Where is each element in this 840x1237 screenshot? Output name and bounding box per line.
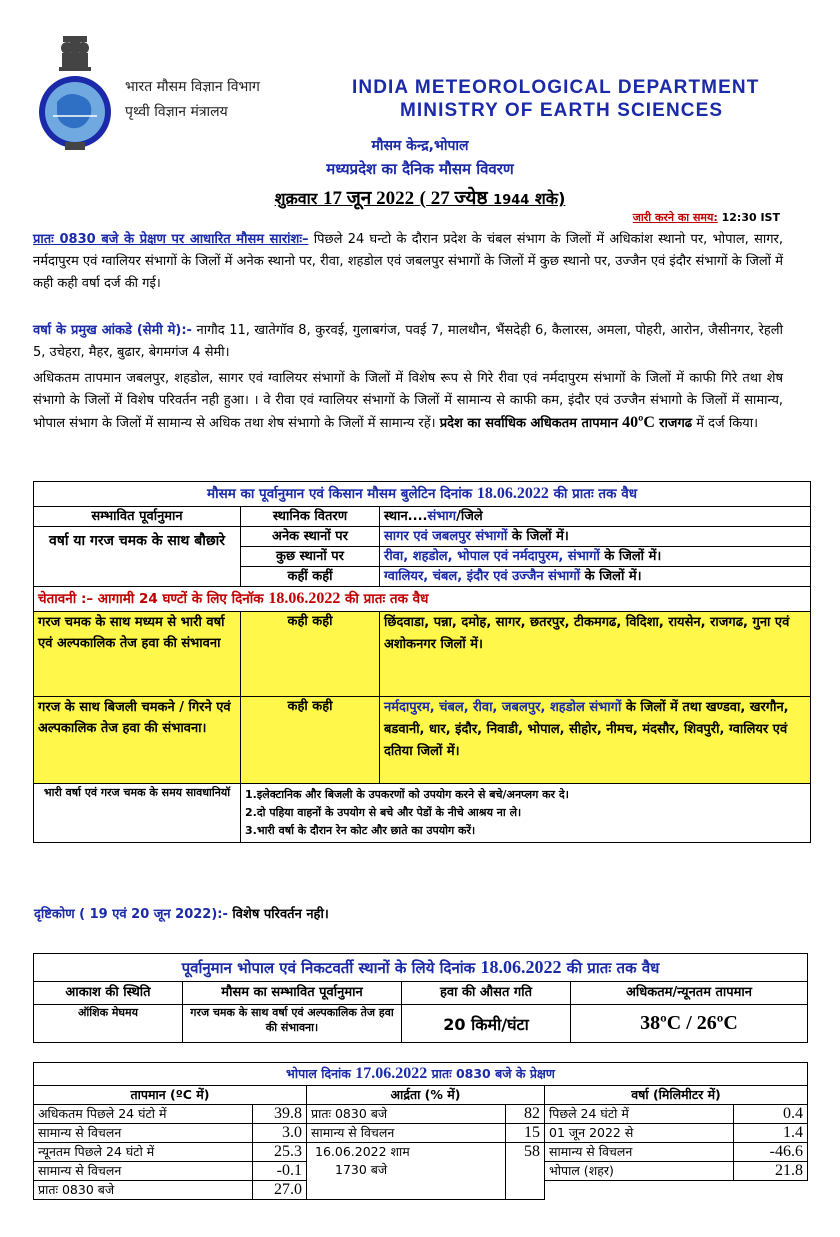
weather-forecast: गरज चमक के साथ वर्षा एवं अल्पकालिक तेज हवा की संभावना। (183, 1005, 402, 1043)
warning-row: गरज के साथ बिजली चमकने / गिरने एवं अल्पकालिक तेज हवा की संभावना। कही कही नर्मदापुरम, चंबल, रीवा, जबलपुर, शहडोल संभागों के जिलों में तथा खण्डवा, खरगौन, बडवानी, धार, इंदौर, निवाडी, भोपाल, सीहोर, नीमच, मंदसौर, शिवपुरी, ग्वालियर एवं दतिया जिलों में। (34, 697, 811, 784)
table-row: अधिकतम पिछले 24 घंटो में 39.8 प्रातः 0830 बजे 82 पिछले 24 घंटो में 0.4 (34, 1105, 808, 1124)
forecast-table (33, 481, 811, 843)
warning-row: गरज चमक के साथ मध्यम से भारी वर्षा एवं अल्पकालिक तेज हवा की संभावना कही कही छिंदवाडा, पन्ना, दमोह, सागर, छतरपुर, टीकमगढ, विदिशा, रायसेन, राजगढ, गुना एवं अशोकनगर जिलों में। (34, 612, 811, 697)
precautions-label: भारी वर्षा एवं गरज चमक के समय सावधानियॉ (34, 784, 241, 843)
ministry-name-hindi: पृथ्वी विज्ञान मंत्रालय (125, 104, 228, 120)
sky-condition: ऑशिक मेघमय (34, 1005, 183, 1043)
forecast-row: कहीं कहीं ग्वालियर, चंबल, इंदौर एवं उज्जैन संभागों के जिलों में। (34, 567, 811, 587)
outlook: दृष्टिकोण ( 19 एवं 20 जून 2022):- विशेष परिवर्तन नही। (34, 907, 329, 922)
rainfall-summary: वर्षा के प्रमुख आंकडे (सेमी मे):- नागौद 11, खातेगॉव 8, कुरवई, गुलाबगंज, पवई 7, मालथौन, भैंसदेही 6, कैलारस, अमला, पोहरी, आरोन, जैसीनगर, रेहली 5, उचेहरा, मैहर, बुढार, बेगमगंज 4 सेमी। (33, 323, 783, 360)
imd-emblem-icon (35, 34, 115, 152)
table-row: सामान्य से विचलन -0.1 भोपाल (शहर) 21.8 (34, 1162, 808, 1181)
table-row: प्रातः 0830 बजे 27.0 (34, 1181, 808, 1200)
report-date: शुक्रवार 17 जून 2022 ( 27 ज्येष्ठ 1944 शके) (274, 188, 566, 209)
weather-summary: प्रातः 0830 बजे के प्रेक्षण पर आधारित मौसम सारांशः– पिछले 24 घन्टो के दौरान प्रदेश के चंबल संभाग के जिलों में अधिकांश स्थानो पर, भोपाल, सागर, नर्मदापुरम एवं ग्वालियर संभागों के जिलों में अनेक स्थानो पर, रीवा, शहडोल एवं जबलपुर संभागों के जिलों में कुछ स्थानो पर, उज्जैन एवं इंदौर संभागों के जिलों में कही कही वर्षा दर्ज की गई। (33, 232, 784, 291)
bhopal-forecast-table: पूर्वानुमान भोपाल एवं निकटवर्ती स्थानों के लिये दिनांक 18.06.2022 की प्रातः तक वैध आकाश की स्थिति मौसम का सम्भावित पूर्वानुमान हवा की औसत गति अधिकतम/न्यूनतम तापमान ऑशिक मेघमय गरज चमक के साथ वर्षा एवं अल्पकालिक तेज हवा की संभावना। 20 किमी/घंटा 38ºC / 26ºC (33, 953, 808, 1043)
dept-name-hindi: भारत मौसम विज्ञान विभाग (125, 79, 260, 95)
col-head-forecast: सम्भावित पूर्वानुमान (34, 507, 241, 527)
col-head-distribution: स्थानिक वितरण (241, 507, 380, 527)
bhopal-forecast-title: पूर्वानुमान भोपाल एवं निकटवर्ती स्थानों के लिये दिनांक 18.06.2022 की प्रातः तक वैध (34, 954, 808, 982)
precautions-list: 1.इलेक्टानिक और बिजली के उपकरणों को उपयोग करने से बचे/अनप्लग कर दे। 2.दो पहिया वाहनों के उपयोग से बचे और पेडों के नीचे आश्रय ना ले। 3.भारी वर्षा के दौरान रेन कोट और छाते का उपयोग करें। (241, 784, 811, 843)
observation-table (33, 1062, 808, 1200)
head-rainfall: वर्षा (मिलिमीटर में) (545, 1086, 808, 1105)
forecast-phenomenon: वर्षा या गरज चमक के साथ बौछारे (34, 527, 241, 587)
head-humidity: आर्द्रता (% में) (307, 1086, 545, 1105)
max-min-temperature: 38ºC / 26ºC (571, 1005, 808, 1043)
issue-time: जारी करने का समय: 12:30 IST (632, 211, 780, 224)
wind-speed: 20 किमी/घंटा (402, 1005, 571, 1043)
table-row: न्यूनतम पिछले 24 घंटो में 25.3 16.06.2022 शाम 1730 बजे 58 सामान्य से विचलन -46.6 (34, 1143, 808, 1162)
head-temperature: तापमान (ºC में) (34, 1086, 307, 1105)
forecast-row: कुछ स्थानों पर रीवा, शहडोल, भोपाल एवं नर्मदापुरम, संभागों के जिलों में। (34, 547, 811, 567)
dept-name-english: INDIA METEOROLOGICAL DEPARTMENT (352, 77, 760, 98)
warning-title: चेतावनी :– आगामी 24 घण्टों के लिए दिनॉक 18.06.2022 की प्रातः तक वैध (34, 587, 811, 612)
forecast-title: मौसम का पूर्वानुमान एवं किसान मौसम बुलेटिन दिनांक 18.06.2022 की प्रातः तक वैध (34, 482, 811, 507)
centre-name: मौसम केन्द्र,भोपाल (371, 138, 469, 154)
col-head-place: स्थान....संभाग/जिले (380, 507, 811, 527)
table-row: सामान्य से विचलन 3.0 सामान्य से विचलन 15 01 जून 2022 से 1.4 (34, 1124, 808, 1143)
ministry-name-english: MINISTRY OF EARTH SCIENCES (400, 100, 724, 121)
report-title: मध्यप्रदेश का दैनिक मौसम विवरण (326, 160, 514, 178)
forecast-row: वर्षा या गरज चमक के साथ बौछारे अनेक स्थानों पर सागर एवं जबलपुर संभागों के जिलों में। (34, 527, 811, 547)
observation-title: भोपाल दिनांक 17.06.2022 प्रातः 0830 बजे के प्रेक्षण (34, 1063, 808, 1086)
temperature-summary: अधिकतम तापमान जबलपुर, शहडोल, सागर एवं ग्वालियर संभागों के जिलों में विशेष रूप से गिरे रीवा एवं नर्मदापुरम संभागों के जिलों में काफी गिरे तथा शेष संभागो के जिलों में विशेष परिवर्तन नही हुआ। । वे रीवा एवं ग्वालियर संभागों के जिलों में सामान्य से काफी कम, इंदौर एवं उज्जैन संभागो के जिलों में सामान्य, भोपाल संभाग के जिलों में सामान्य से अधिक तथा शेष संभागो के जिलों में सामान्य रहें। प्रदेश का सर्वाधिक अधिकतम तापमान 40ºC राजगढ में दर्ज किया। (33, 371, 783, 431)
